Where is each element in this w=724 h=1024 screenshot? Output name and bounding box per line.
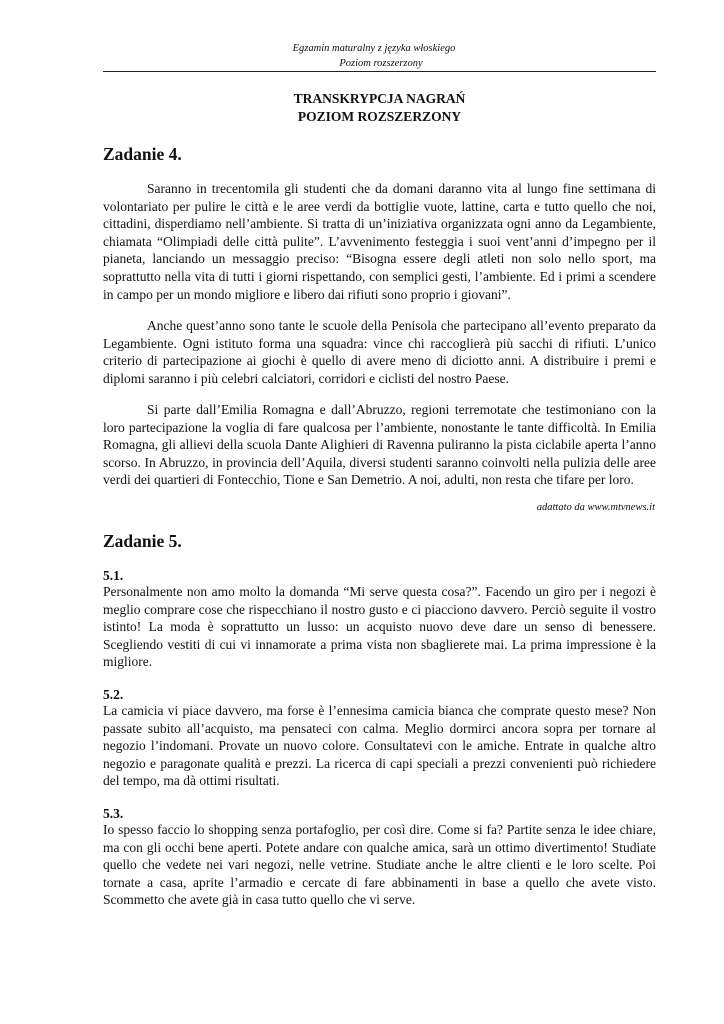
task5-3-number: 5.3. <box>103 806 124 821</box>
task4-paragraph-2: Anche quest’anno sono tante le scuole della Penisola che partecipano all’evento preparato da Legambiente. Ogni istituto forma una squadra: vince chi raccoglierà più sacchi di rifiuti. L’unico criterio di partecipazione ai giochi è quello di avere meno di diciotto anni. A distribuire i premi e diplomi saranno i più celebri calciatori, corridori e ciclisti del nostro Paese. <box>103 318 656 386</box>
task4-heading: Zadanie 4. <box>103 144 182 164</box>
task4-source: adattato da www.mtvnews.it <box>536 502 655 513</box>
task4-paragraph-1: Saranno in trecentomila gli studenti che da domani daranno vita al lungo fine settimana di volontariato per pulire le città e le aree verdi da bottiglie vuote, lattine, carta e tutto quello che noi, cittadini, disperdiamo nell’ambiente. Si tratta di un’iniziativa organizzata ogni anno da Legambiente, chiamata “Olimpiadi delle città pulite”. L’avvenimento festeggia i suoi vent’anni d’impegno per il pianeta, lanciando un messaggio preciso: “Bisogna essere degli atleti non solo nello sport, ma soprattutto nella vita di tutti i giorni rispettando, con semplici gesti, l’ambiente. Ed i primi a scendere in campo per un mondo migliore e libero dai rifiuti sono proprio i giovani”. <box>103 181 656 302</box>
header-rule <box>103 71 656 72</box>
task4-paragraph-3: Si parte dall’Emilia Romagna e dall’Abruzzo, regioni terremotate che testimoniano con la loro partecipazione la voglia di fare qualcosa per l’ambiente, nonostante le tante difficoltà. In Emilia Romagna, gli allievi della scuola Dante Alighieri di Ravenna puliranno la pista ciclabile aperta l’anno scorso. In Abruzzo, in provincia dell’Aquila, diversi studenti saranno coinvolti nella pulizia delle aree verdi dei quartieri di Fontecchio, Tione e San Demetrio. A noi, adulti, non resta che tifare per loro. <box>103 402 656 488</box>
task5-3-text: Io spesso faccio lo shopping senza portafoglio, per così dire. Come si fa? Partite senza le idee chiare, ma con gli occhi bene aperti. Potete andare con qualche amica, sarà un ottimo divertimento! Studiate quello che vedete nei vari negozi, nelle vetrine. Studiate anche le altre clienti e le loro scelte. Poi tornate a casa, aprite l’armadio e cercate di fare abbinamenti in base a quello che avete visto. Scommetto che avete già in casa tutto quello che vi serve. <box>103 822 656 908</box>
page-title-line2: POZIOM ROZSZERZONY <box>297 109 462 124</box>
task5-1-text: Personalmente non amo molto la domanda “Mi serve questa cosa?”. Facendo un giro per i negozi è meglio comprare cose che rispecchiano il nostro gusto e ci piacciono davvero. Perciò seguite il vostro istinto! La moda è soprattutto un lusso: un acquisto nuovo deve dare un senso di benessere. Scegliendo vestiti di cui vi innamorate a prima vista non sbaglierete mai. La prima impressione è la migliore. <box>103 584 656 670</box>
task5-1-number: 5.1. <box>103 568 124 583</box>
task5-2-number: 5.2. <box>103 687 124 702</box>
task5-heading: Zadanie 5. <box>103 531 182 551</box>
exam-header-line2: Poziom rozszerzony <box>339 58 423 69</box>
task5-2-text: La camicia vi piace davvero, ma forse è l’ennesima camicia bianca che comprate questo mese? Non passate subito all’acquisto, ma pensateci con calma. Meglio dormirci ancora sopra per tornare al negozio l’indomani. Provate un nuovo colore. Consultatevi con le amiche. Entrate in qualche altro negozio e paragonate qualità e prezzi. La ricerca di capi speciali a prezzi convenienti può richiedere del tempo, ma dà ottimi risultati. <box>103 703 656 789</box>
exam-header-line1: Egzamin maturalny z języka włoskiego <box>292 43 456 54</box>
page-title-line1: TRANSKRYPCJA NAGRAŃ <box>293 91 466 106</box>
